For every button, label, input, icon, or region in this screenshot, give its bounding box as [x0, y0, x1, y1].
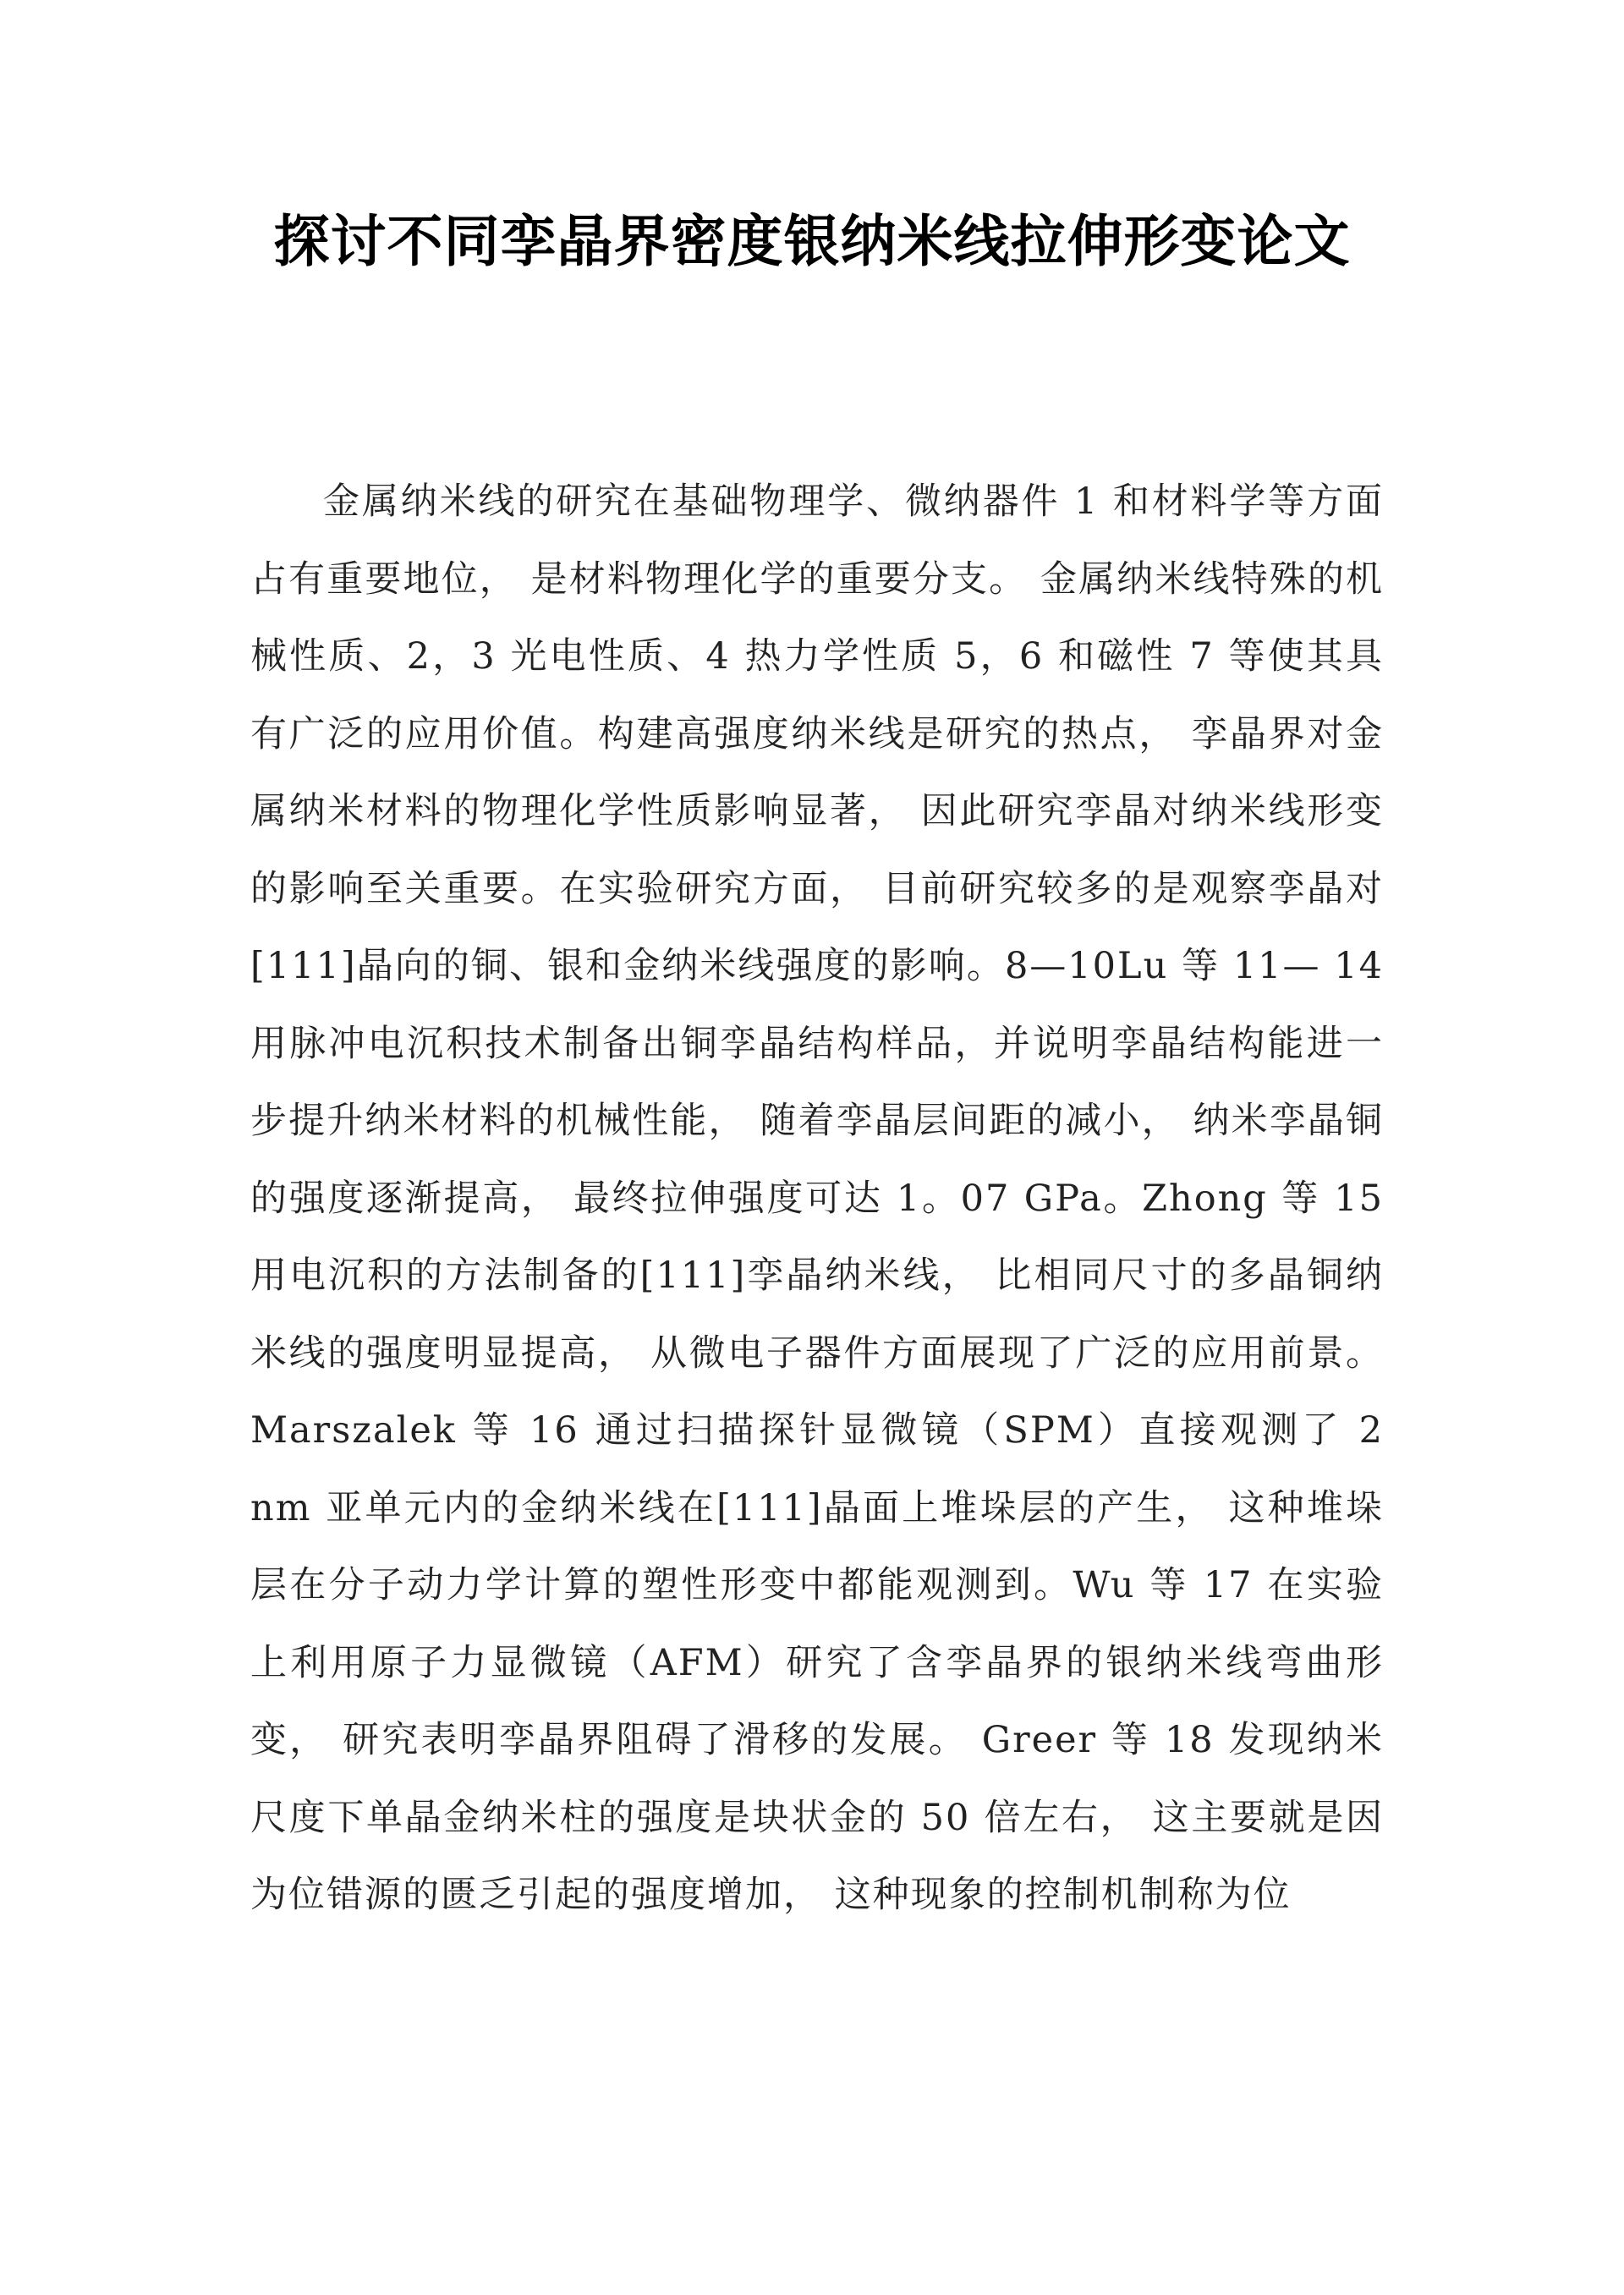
document-title: 探讨不同孪晶界密度银纳米线拉伸形变论文 [273, 208, 1351, 274]
document-body [250, 464, 1384, 1935]
body-paragraph: 金属纳米线的研究在基础物理学、微纳器件 1 和材料学等方面占有重要地位， 是材料物理化学的重要分支。 金属纳米线特殊的机械性质、2，3 光电性质、4 热力学性质 5，6 和磁性 7 等使其具有广泛的应用价值。构建高强度纳米线是研究的热点， 孪晶界对金属纳米材料的物理化学性质影响显著， 因此研究孪晶对纳米线形变的影响至关重要。在实验研究方面， 目前研究较多的是观察孪晶对[111]晶向的铜、银和金纳米线强度的影响。8—10Lu 等 11— 14 用脉冲电沉积技术制备出铜孪晶结构样品，并说明孪晶结构能进一步提升纳米材料的机械性能， 随着孪晶层间距的减小， 纳米孪晶铜的强度逐渐提高， 最终拉伸强度可达 1。07 GPa。Zhong 等 15 用电沉积的方法制备的[111]孪晶纳米线， 比相同尺寸的多晶铜纳米线的强度明显提高， 从微电子器件方面展现了广泛的应用前景。 Marszalek 等 16 通过扫描探针显微镜（SPM）直接观测了 2 nm 亚单元内的金纳米线在[111]晶面上堆垛层的产生， 这种堆垛层在分子动力学计算的塑性形变中都能观测到。Wu 等 17 在实验上利用原子力显微镜（AFM）研究了含孪晶界的银纳米线弯曲形变， 研究表明孪晶界阻碍了滑移的发展。 Greer 等 18 发现纳米尺度下单晶金纳米柱的强度是块状金的 50 倍左右， 这主要就是因为位错源的匮乏引起的强度增加， 这种现象的控制机制称为位 [250, 480, 1384, 1916]
